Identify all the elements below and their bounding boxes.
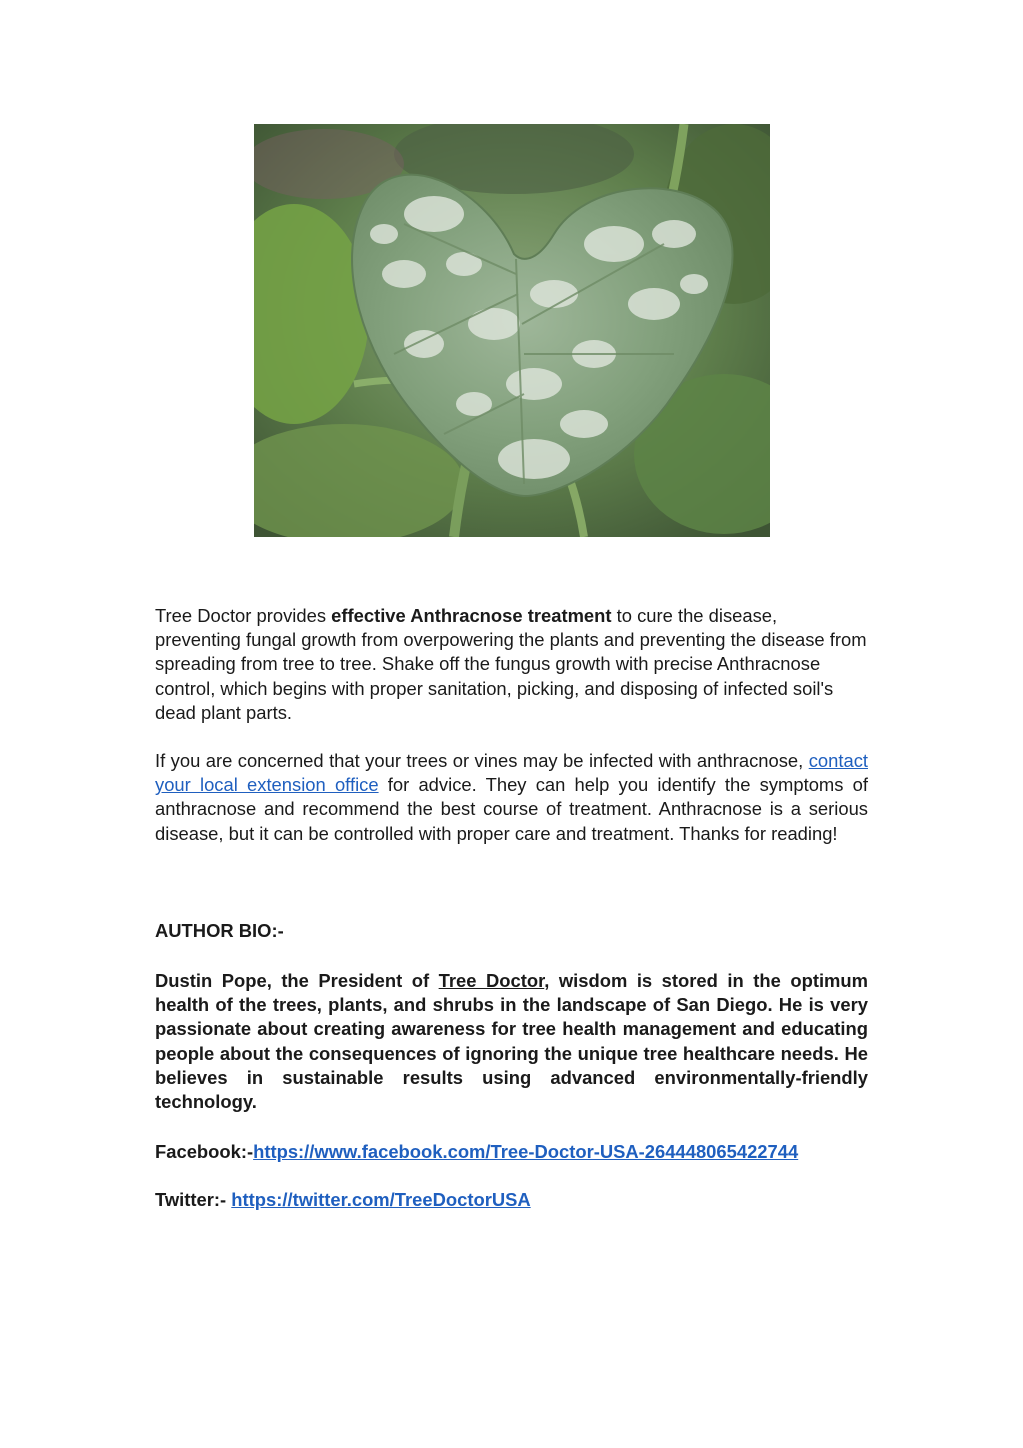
- bio-text-start: Dustin Pope, the President of: [155, 970, 439, 992]
- intro-text-end: to cure the disease, preventing fungal growth from overpowering the plants and preventing the disease from spreading from tree to tree. Shake off the fungus growth with precise Anthracnose control, which begins with proper sanitation, picking, and disposing of infected soil's dead plant parts.: [155, 605, 867, 723]
- twitter-line: [155, 1188, 868, 1212]
- advice-text-end: for advice. They can help you identify the symptoms of anthracnose and recommend the best course of treatment. Anthracnose is a serious disease, but it can be controlled with proper care and treatment. Thanks for reading!: [155, 774, 868, 844]
- twitter-label: Twitter:-: [155, 1189, 232, 1211]
- advice-text-start: If you are concerned that your trees or vines may be infected with anthracnose,: [155, 750, 809, 772]
- author-bio-heading: AUTHOR BIO:-: [155, 919, 284, 941]
- author-bio-text: [155, 969, 868, 1114]
- intro-paragraph: [155, 604, 868, 725]
- bio-text-end: , wisdom is stored in the optimum health of the trees, plants, and shrubs in the landscape of San Diego. He is very passionate about creating awareness for tree health management and educating people about the consequences of ignoring the unique tree healthcare needs. He believes in sustainable results using advanced environmentally-friendly technology.: [155, 970, 868, 1113]
- advice-paragraph: [155, 749, 868, 846]
- leaf-photo-icon: [254, 124, 770, 537]
- facebook-label: Facebook:-: [155, 1141, 254, 1163]
- extension-office-link[interactable]: contact your local extension office: [155, 750, 868, 796]
- leaf-photo: [254, 124, 770, 537]
- intro-text-start: Tree Doctor provides: [155, 605, 332, 626]
- facebook-line: [155, 1140, 868, 1164]
- treatment-emphasis: effective Anthracnose treatment: [331, 605, 612, 626]
- facebook-link[interactable]: https://www.facebook.com/Tree-Doctor-USA-264448065422744: [253, 1141, 799, 1163]
- article-body: [155, 604, 868, 1213]
- twitter-link[interactable]: https://twitter.com/TreeDoctorUSA: [231, 1189, 531, 1211]
- tree-doctor-link[interactable]: Tree Doctor: [438, 970, 545, 992]
